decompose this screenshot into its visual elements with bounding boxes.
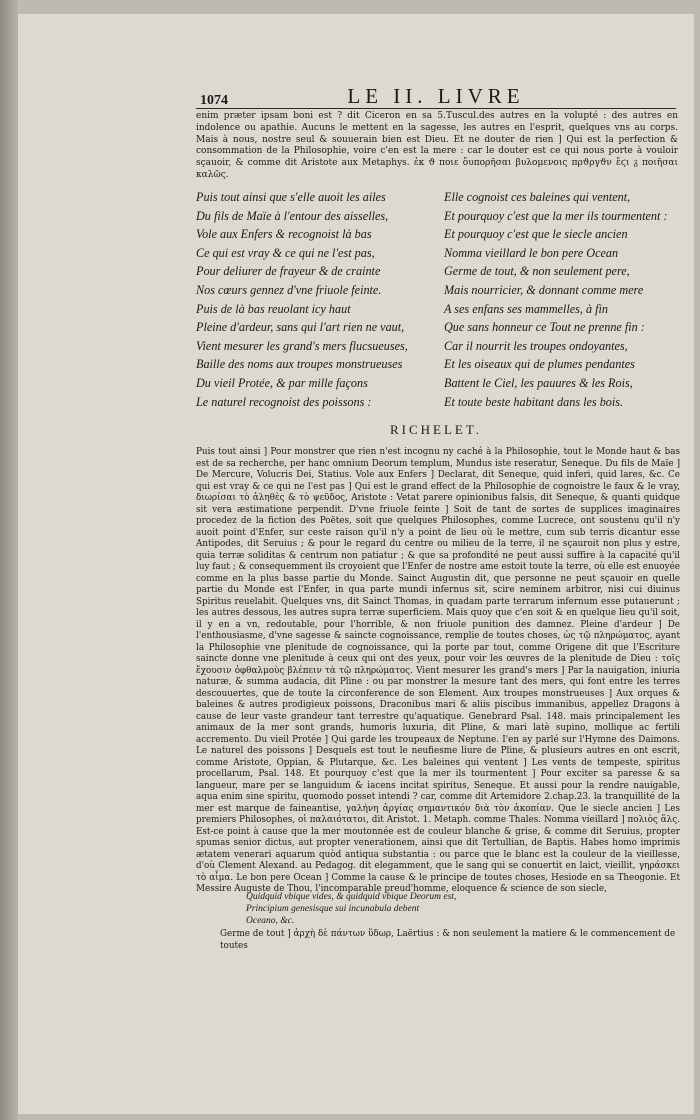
- quote-line: Quidquid vbique vides, & quidquid vbique Deorum est,: [246, 892, 457, 902]
- quote-line: Oceano, &c.: [246, 916, 295, 926]
- poem-line: Germe de tout, & non seulement pere,: [444, 264, 630, 279]
- poem-line: A ses enfans ses mammelles, à fin: [444, 301, 608, 316]
- page-edge: [0, 0, 18, 1120]
- poem-line: Puis tout ainsi que s'elle auoit les ailes: [196, 190, 386, 204]
- poem-line: Puis de là bas reuolant icy haut: [196, 301, 351, 316]
- poem-line: Vient mesurer les grand's mers flucsueuses,: [196, 338, 408, 353]
- poem-line: Et pourquoy c'est que le siecle ancien: [444, 227, 628, 242]
- latin-quote: [246, 891, 626, 927]
- final-commentary-line: Germe de tout ] ἀρχὴ δὲ πάντων ὕδωρ, Laërtius : & non seulement la matiere & le commencement de toutes: [220, 929, 676, 951]
- intro-paragraph: enim præter ipsam boni est ? dit Ciceron en sa 5.Tuscul.des autres en la volupté : des autres en indolence ou apathie. Aucuns le mettent en la sagesse, les autres en l'esprit, quelques vns au corps. Mais à nous, nostre seul & souuerain bien est Dieu. Et ne douter de rien ] Qui est la perfection & consommation de la Philosophie, voire c'en est la mere : car le douter est ce qui nous porte à vouloir sçauoir, & comme dit Aristote aux Metaphys. ἐκ ϑ ποιε ὅυπορῆσαι βυλομενοις πρϑργϑν ἔϛι ᵹ ποιῆσαι καλῶς.: [196, 111, 678, 180]
- poem-line: Ce qui est vray & ce qui ne l'est pas,: [196, 245, 375, 260]
- poem-line: Le naturel recognoist des poissons :: [196, 394, 372, 409]
- poem-line: Battent le Ciel, les pauures & les Rois,: [444, 375, 633, 390]
- poem-line: Mais nourricier, & donnant comme mere: [444, 282, 644, 297]
- poem-line: Du vieil Protée, & par mille façons: [196, 375, 368, 390]
- poem-line: Que sans honneur ce Tout ne prenne fin :: [444, 320, 645, 335]
- poem-line: Pleine d'ardeur, sans qui l'art rien ne vaut,: [196, 320, 405, 335]
- header-rule: [196, 108, 676, 109]
- running-title: LE II. LIVRE: [347, 84, 525, 108]
- poem-line: Nomma vieillard le bon pere Ocean: [444, 245, 619, 260]
- quote-line: Principium genesisque sui incunabula debent: [246, 904, 420, 914]
- poem-line: Et toute beste habitant dans les bois.: [444, 394, 624, 409]
- poem-line: Pour deliurer de frayeur & de crainte: [196, 264, 381, 279]
- poem-line: Et les oiseaux qui de plumes pendantes: [444, 357, 635, 372]
- section-heading: RICHELET.: [389, 422, 483, 437]
- poem-line: Nos cœurs gennez d'vne friuole feinte.: [196, 282, 382, 297]
- poem-line: Car il nourrit les troupes ondoyantes,: [444, 338, 628, 353]
- commentary-paragraph: Puis tout ainsi ] Pour monstrer que rien n'est incognu ny caché à la Philosophie, tout le Monde haut & bas est de sa recherche, per hanc omnium Deorum templum, Mundus iste reseratur, Seneque. Du fils de Maïe ] De Mercure, Volucris Dei, Statius. Vole aux Enfers ] Declarat, dit Seneque, quid inferi, quid lares, &c. Ce qui est vray & ce qui ne l'est pas ] Qui est le grand effect de la Philosophie de cognoistre le faux & le vray, διωρίσαι τὸ ἀληθὲς & τὸ ψεῦδος, Aristote : Vetat parere opinionibus falsis, dit Seneque, & quanti quidque sit vera æstimatione perpendit. D'vne friuole feinte ] Soit de tant de sortes de supplices imaginaires procedez de la fiction des Poëtes, soit que quelques Philosophes, comme Lucrece, ont soustenu qu'il n'y auoit point d'Enfer, sur ceste raison qu'il n'y a point de lieu où le mettre, cum sub terris dicantur esse Antipodes, dit Seruius ; & pour le regard du centre ou milieu de la terre, il ne sçauroit non plus y estre, quia terræ soliditas & centrum non patiatur ; & que sa profondité ne peut aussi suffire à la capacité qu'il luy faut ; & consequemment ils croyoient que l'Enfer de nostre ame estoit toute la terre, où elle est enuoyée comme en la plus basse partie du Monde. Sainct Augustin dit, que personne ne peut sçauoir en quelle partie du Monde est l'Enfer, in qua parte mundi infernus sit, scire neminem arbitror, nisi cui diuinus Spiritus reuelabit. Quelques vns, dit Sainct Thomas, in quadam parte terrarum infernum esse putauerunt ; les autres dessous, les autres supra terræ superficiem. Mais quoy que c'en soit & en quelque lieu qu'il soit, il y en a vn, redoutable, pour l'horrible, & non friuole punition des damnez. Pleine d'ardeur ] De l'enthousiasme, d'vne sagesse & saincte cognoissance, remplie de toutes choses, ὡς τῷ πληρώματος, ayant la Philosophie vne plenitude de cognoissance, qui la porte par tout, comme Origene dit que l'Escriture saincte donne vne plenitude à ceux qui ont des yeux, pour voir les œuvres de la plenitude de Dieu : τοῖς ἔχουσιν ὀφθαλμοὺς βλέπειν τὰ τῷ πληρώματος. Vient mesurer les grand's mers ] Par la nauigation, iniuria naturæ, & summa audacia, dit Pline : ou par monstrer la mesure tant des mers, qui font entre les terres descouuertes, que de toute la circonference de son Element. Aux troupes monstrueuses ] Aux orques & baleines & autres prodigieux poissons, Draconibus mari & aliis piscibus immanibus, appellez Dragons à cause de leur vaste grandeur tant terrestre qu'aquatique. Genebrard Psal. 148. mais principalement les animaux de la mer sont grands, humoris luxuria, dit Pline, & mari latè supino, mollique ac fertili accremento. Du vieil Protée ] Qui garde les troupeaux de Neptune. I'en ay parlé sur l'Hymne des Daimons. Le naturel des poissons ] Desquels est tout le neufiesme liure de Pline, & plusieurs autres en ont escrit, comme Aristote, Oppian, & Plutarque, &c. Les baleines qui ventent ] Les vents de tempeste, spiritus procellarum, Psal. 148. Et pourquoy c'est que la mer ils tourmentent ] Pour exciter sa paresse & sa langueur, mare per se languidum & iacens incitat spiritus, Seneque. Et aussi pour la rendre nauigable, aqua enim sine spiritu, quomodo posset intendi ? car, comme dit Artemidore 2.chap.23. la tranquillité de la mer est marque de faineantise, γαλήνη ἀργίας σημαντικόν διὰ τὸν ἀκοπίαν. Que le siecle ancien ] Les premiers Philosophes, οἱ παλαιότατοι, dit Aristot. 1. Metaph. comme Thales. Nomma vieillard ] πολιὸς ἅλς. Est-ce point à cause que la mer moutonnée est de couleur blanche & grise, & comme dit Seruius, propter spumas senior dictus, aut propter venerationem, ainsi que dit Tertullian, de Baptis. Habes homo imprimis ætatem venerari aquarum quòd antiqua substantia : ou parce que le blanc est la couleur de la vieillesse, d'où Clement Alexand. au Pedagog. dit elegamment, que le sang qui se conuertit en laict, vieillit, γηράσκει τὸ αἷμα. Le bon pere Ocean ] Comme la cause & le principe de toutes choses, Hesiode en sa Theogonie. Et Messire Auguste de Thou, l'incomparable preud'homme, eloquence & science de son siecle,: [196, 447, 680, 894]
- poem-left-column: [196, 188, 436, 411]
- poem-line: Du fils de Maïe à l'entour des aisselles,: [196, 208, 389, 223]
- poem-right-column: [444, 188, 680, 411]
- poem-line: Baille des noms aux troupes monstrueuses: [196, 357, 403, 372]
- page-number: 1074: [200, 93, 228, 108]
- poem-line: Vole aux Enfers & recognoist là bas: [196, 227, 372, 242]
- poem-line: Et pourquoy c'est que la mer ils tourmentent :: [444, 208, 668, 223]
- poem-line: Elle cognoist ces baleines qui ventent,: [444, 190, 631, 204]
